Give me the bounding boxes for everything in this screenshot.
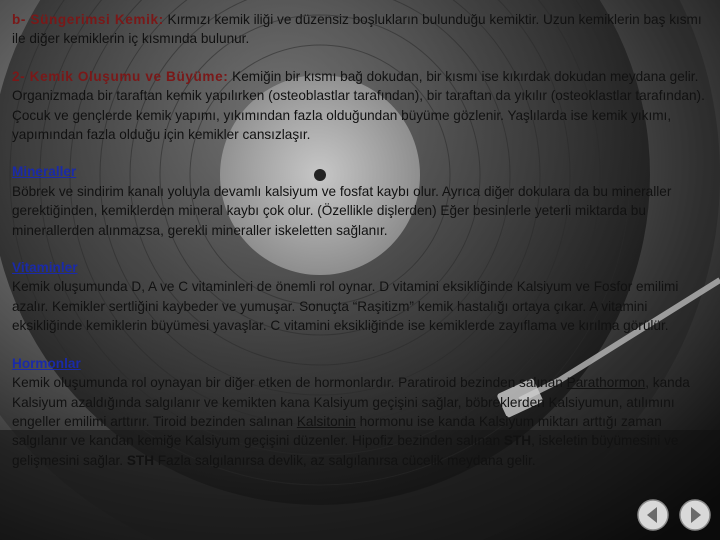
sth-term: STH [503, 433, 532, 449]
arrow-right-icon [679, 499, 711, 531]
vitamins-title: Vitaminler [12, 260, 78, 276]
section-vitamins [12, 258, 712, 336]
vitamins-text: Kemik oluşumunda D, A ve C vitaminleri de önemli rol oynar. D vitamini eksikliğinde Kalsiyum ve Fosfor emilimi azalır. Kemikler sertliğini kaybeder ve yumuşar. Sonuçta “Raşitizm” kemik hastalığı ortaya çıkar. A vitamini eksikliğinde kemiklerin büyümesi yavaşlar. C vitamini eksikliğinde ise kemiklerde zayıflama ve kırılma görülür. [12, 279, 679, 334]
section-spongy-bone [12, 10, 712, 49]
hormones-title: Hormonlar [12, 355, 81, 371]
spongy-bone-heading: b- Süngerimsi Kemik: [12, 12, 164, 27]
section-minerals [12, 162, 712, 240]
parathormon-term: Parathormon [566, 375, 646, 391]
sth-term-2: STH [126, 452, 155, 468]
minerals-text: Böbrek ve sindirim kanalı yoluyla devamlı kalsiyum ve fosfat kaybı olur. Ayrıca diğer dokulara da bu mineraller gerektiğinden, kemiklerden mineral kaybı çok olur. (Özellikle dişlerden) Eğer besinlerle yeterli miktarda bu minerallerden alınmazsa, gerekli mineraller iskeletten sağlanır. [12, 183, 672, 238]
next-slide-button[interactable] [679, 499, 711, 531]
bone-growth-text: Kemiğin bir kısmı bağ dokudan, bir kısmı ise kıkırdak dokudan meydana gelir. Organizmada bir taraftan kemik yapılırken (osteoblastlar tarafından), bir taraftan da yıkılır (osteoklastlar tarafından). Çocuk ve gençlerde kemik yapımı, yıkımından fazla olduğundan büyüme gözlenir. Yaşlılarda ise kemik yıkımı, yapımından fazla olduğu için kemikler cansızlaşır. [12, 68, 705, 143]
document-body [12, 10, 712, 488]
hormones-text-1: Kemik oluşumunda rol oynayan bir diğer etken de hormonlardır. Paratiroid bezinden salınan [12, 375, 567, 391]
hormones-text-4: , iskeletin büyümesini ve gelişmesini sağlar. [12, 433, 679, 468]
minerals-title: Mineraller [12, 164, 77, 180]
kalsitonin-term: Kalsitonin [296, 413, 356, 429]
section-bone-growth [12, 67, 712, 145]
previous-slide-button[interactable] [637, 499, 669, 531]
section-hormones [12, 354, 712, 470]
hormones-text-2: , kanda Kalsiyum azaldığında salgılanır ve kemikten kana Kalsiyum geçişini sağlar, böbreklerden Kalsiyumun, atılımını engeller emilimi arttırır. Tiroid bezinden salınan [12, 375, 690, 429]
spongy-bone-text: Kırmızı kemik iliği ve düzensiz boşlukların bulunduğu kemiktir. Uzun kemiklerin baş kısmı ile diğer kemiklerin iç kısmında bulunur. [12, 12, 702, 47]
hormones-text-5: Fazla salgılanırsa devlik, az salgılanırsa cücelik meydana gelir. [154, 452, 536, 468]
arrow-left-icon [637, 499, 669, 531]
bone-growth-heading: 2- Kemik Oluşumu ve Büyüme: [12, 68, 229, 84]
hormones-text-3: hormonu ise kanda Kalsiyum miktarı arttığı zaman salgılanır ve kandan kemiğe Kalsiyum geçişini düzenler. Hipofiz bezinden salınan [12, 413, 662, 449]
